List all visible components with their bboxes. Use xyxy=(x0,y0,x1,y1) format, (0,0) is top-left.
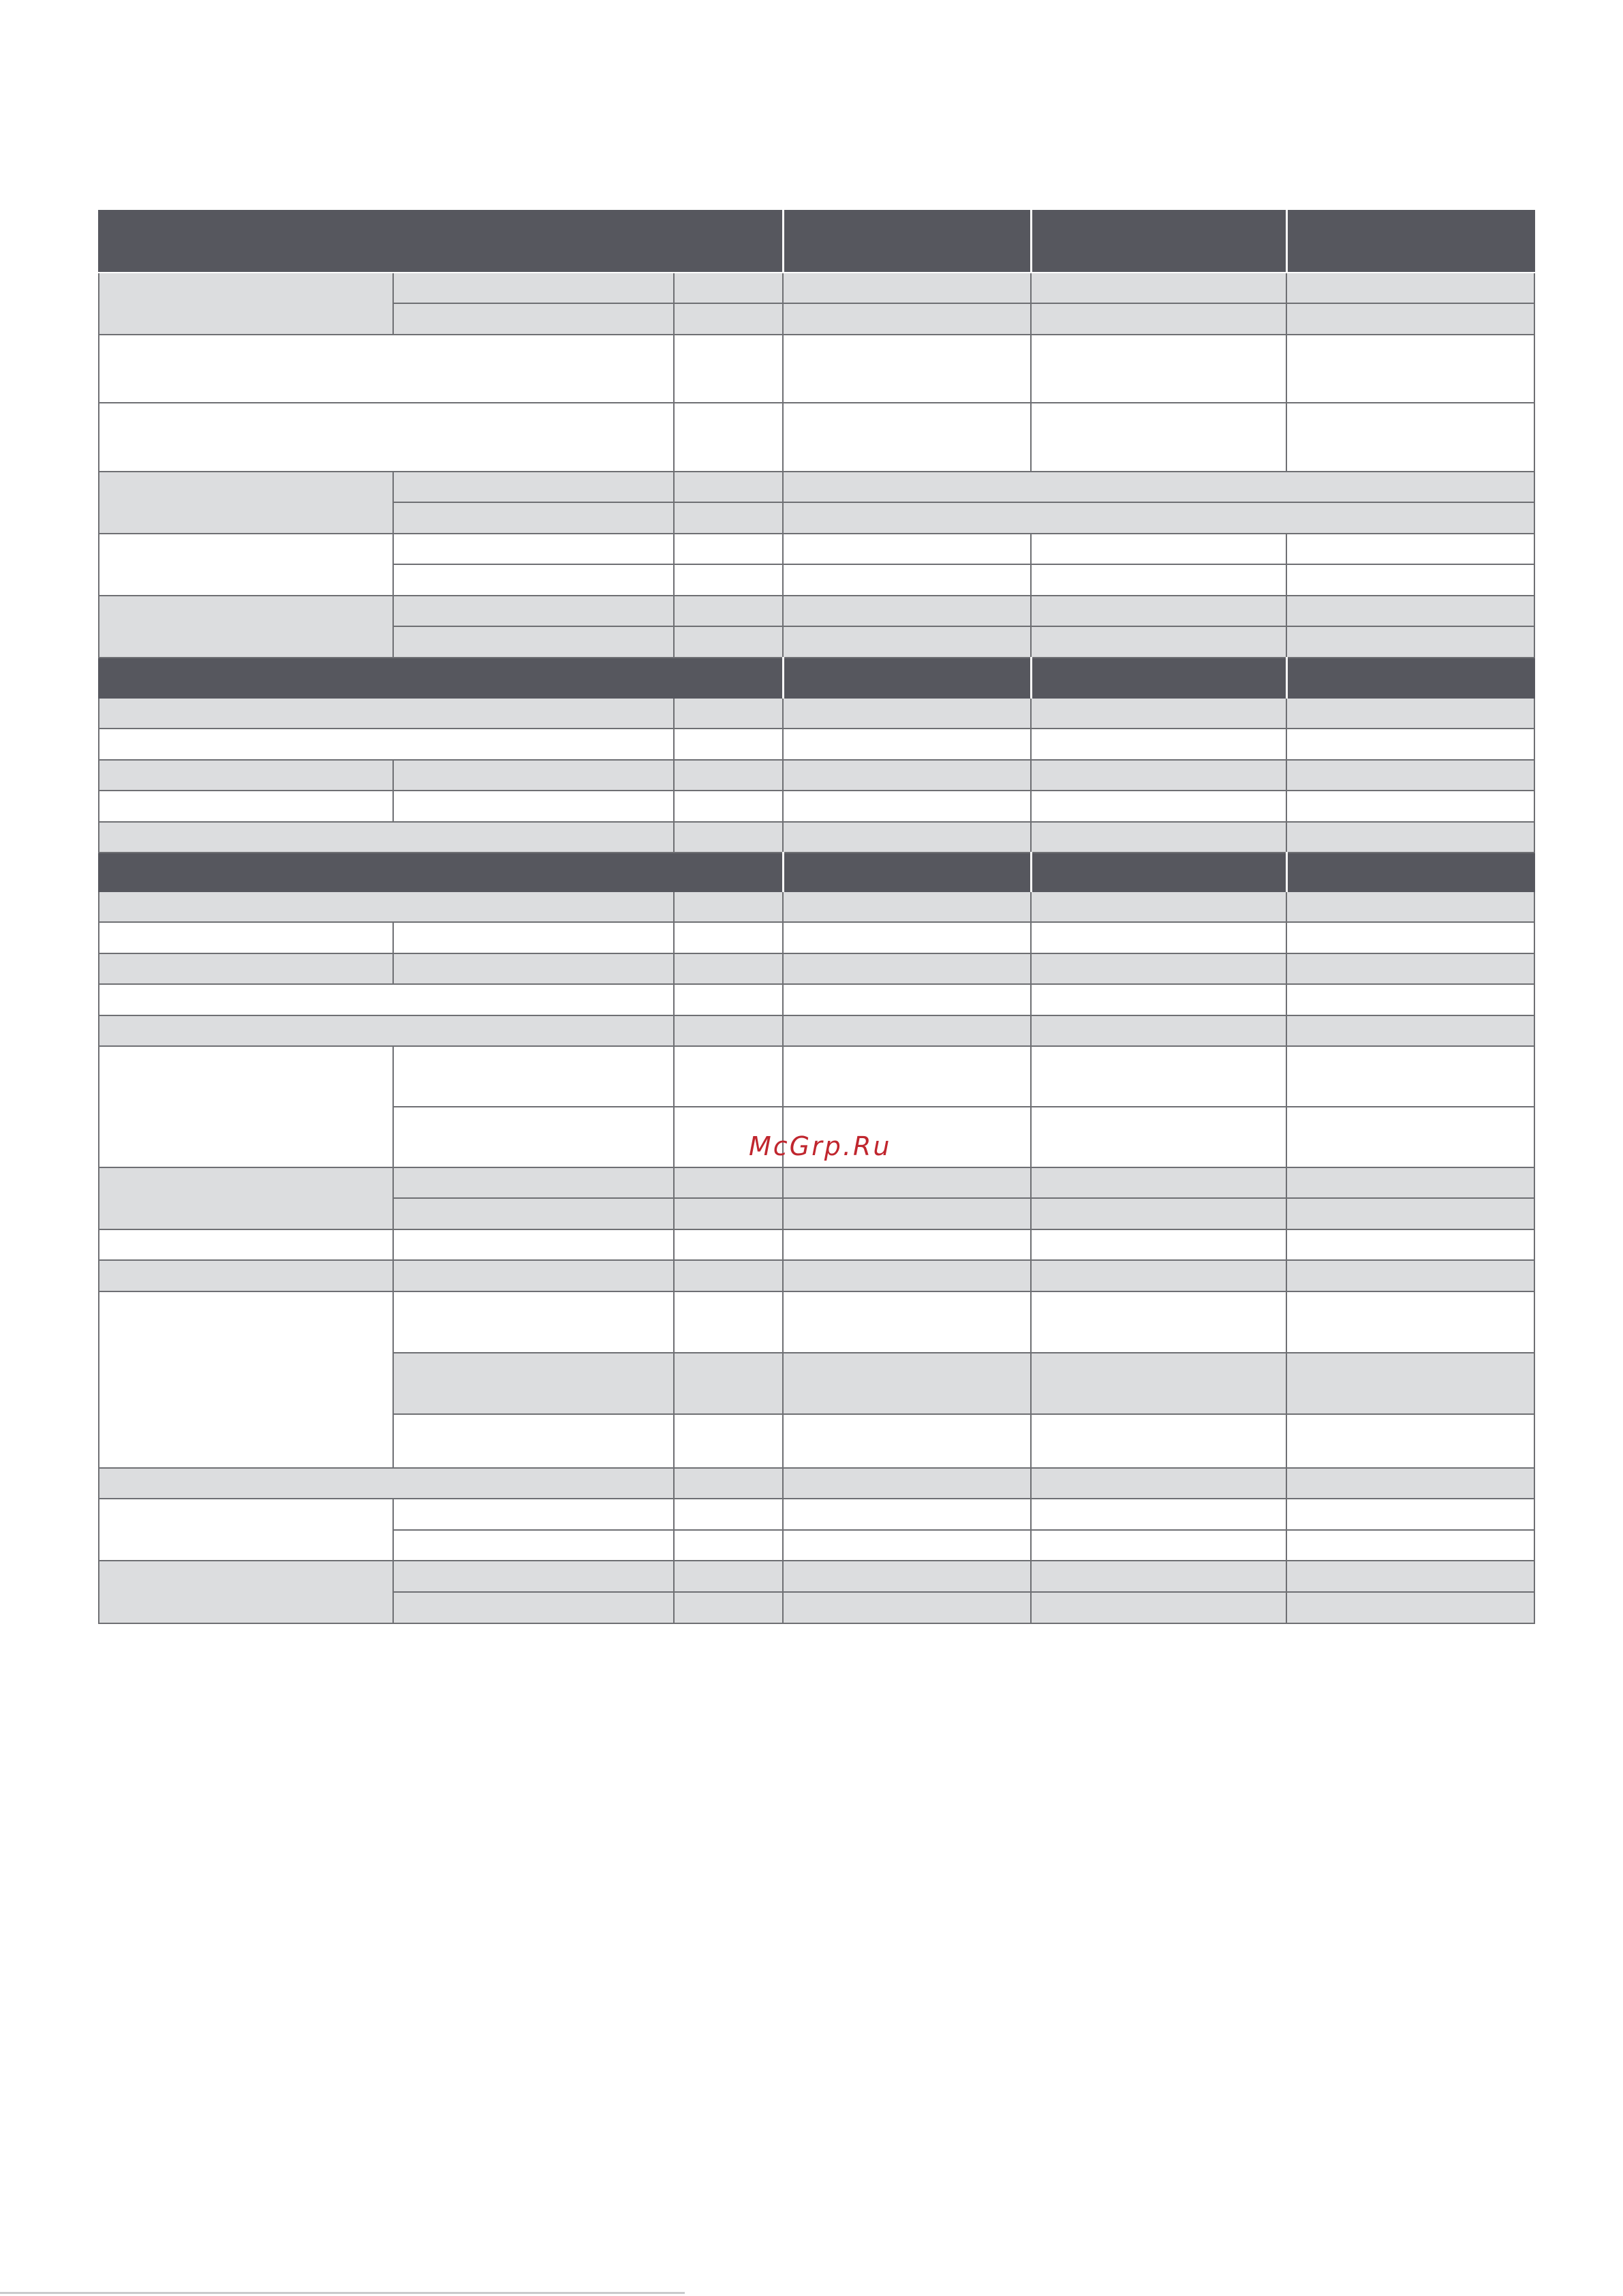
table-cell xyxy=(393,1229,674,1260)
table-cell xyxy=(674,273,783,303)
table-row xyxy=(99,1291,1534,1353)
row-label-cell xyxy=(99,1468,674,1499)
table-cell xyxy=(393,564,674,596)
table-cell xyxy=(783,403,1031,472)
table-cell xyxy=(1031,626,1286,658)
row-label-cell xyxy=(99,472,393,534)
table-row xyxy=(99,403,1534,472)
table-cell xyxy=(783,822,1031,853)
table-cell xyxy=(1286,1015,1534,1046)
table-cell xyxy=(1286,564,1534,596)
table-cell xyxy=(1031,791,1286,822)
table-cell xyxy=(674,953,783,984)
table-cell xyxy=(783,1260,1031,1291)
table-cell xyxy=(393,273,674,303)
table-cell xyxy=(783,1414,1031,1468)
table-cell xyxy=(1031,1592,1286,1623)
table-cell xyxy=(1286,534,1534,564)
table-cell xyxy=(783,1291,1031,1353)
table-cell xyxy=(674,335,783,403)
table-cell xyxy=(674,1291,783,1353)
table-cell xyxy=(783,564,1031,596)
table-cell xyxy=(1286,596,1534,626)
table-cell xyxy=(1286,1530,1534,1561)
table-cell xyxy=(783,1046,1031,1107)
table-cell xyxy=(674,822,783,853)
merged-value-cell xyxy=(783,502,1534,534)
table-cell xyxy=(674,626,783,658)
row-label-cell xyxy=(99,822,674,853)
table-cell xyxy=(1286,1414,1534,1468)
table-cell xyxy=(1286,791,1534,822)
table-cell xyxy=(783,891,1031,922)
table-cell xyxy=(1031,1107,1286,1167)
table-cell xyxy=(393,472,674,502)
table-cell xyxy=(783,596,1031,626)
row-label-cell xyxy=(99,922,393,953)
table-row xyxy=(99,1046,1534,1107)
table-cell xyxy=(783,1561,1031,1592)
table-cell xyxy=(393,1499,674,1530)
table-cell xyxy=(1286,760,1534,791)
table-cell xyxy=(1031,1260,1286,1291)
table-cell xyxy=(674,891,783,922)
table-cell xyxy=(1031,596,1286,626)
table-cell xyxy=(1286,698,1534,729)
table-cell xyxy=(393,791,674,822)
table-cell xyxy=(1286,922,1534,953)
table-cell xyxy=(393,1353,674,1414)
header-cell xyxy=(783,211,1031,273)
table-row xyxy=(99,1167,1534,1198)
table-cell xyxy=(1031,1198,1286,1229)
table-cell xyxy=(783,1499,1031,1530)
table-cell xyxy=(783,335,1031,403)
merged-value-cell xyxy=(783,472,1534,502)
header-cell xyxy=(1031,853,1286,891)
header-cell xyxy=(783,853,1031,891)
table-row xyxy=(99,984,1534,1015)
row-label-cell xyxy=(99,791,393,822)
table-cell xyxy=(1031,891,1286,922)
section-header-3 xyxy=(99,853,1534,891)
table-row xyxy=(99,1229,1534,1260)
header-cell xyxy=(1286,211,1534,273)
table-cell xyxy=(393,1592,674,1623)
header-cell xyxy=(99,658,783,698)
table-cell xyxy=(393,922,674,953)
table-cell xyxy=(1031,760,1286,791)
table-cell xyxy=(783,1353,1031,1414)
table-cell xyxy=(1031,729,1286,760)
table-cell xyxy=(783,953,1031,984)
table-row xyxy=(99,273,1534,303)
table-cell xyxy=(1286,1229,1534,1260)
section-header-1 xyxy=(99,211,1534,273)
table-cell xyxy=(393,953,674,984)
table-cell xyxy=(393,596,674,626)
table-cell xyxy=(1286,1198,1534,1229)
table-cell xyxy=(783,1198,1031,1229)
row-label-cell xyxy=(99,335,674,403)
table-cell xyxy=(393,303,674,335)
row-label-cell xyxy=(99,1260,393,1291)
table-cell xyxy=(1286,1046,1534,1107)
table-cell xyxy=(783,698,1031,729)
table-cell xyxy=(1286,1291,1534,1353)
table-cell xyxy=(1031,1229,1286,1260)
table-row xyxy=(99,335,1534,403)
table-cell xyxy=(393,1530,674,1561)
table-cell xyxy=(393,1260,674,1291)
table-cell xyxy=(1286,1353,1534,1414)
table-cell xyxy=(1031,335,1286,403)
table-cell xyxy=(1286,273,1534,303)
row-label-cell xyxy=(99,760,393,791)
table-cell xyxy=(674,1260,783,1291)
footer-rule xyxy=(0,2292,685,2294)
table-cell xyxy=(674,534,783,564)
table-cell xyxy=(1031,922,1286,953)
table-cell xyxy=(783,626,1031,658)
table-row xyxy=(99,1561,1534,1592)
row-label-cell xyxy=(99,1046,393,1167)
table-cell xyxy=(1286,984,1534,1015)
table-cell xyxy=(1031,273,1286,303)
table-cell xyxy=(674,1468,783,1499)
row-label-cell xyxy=(99,698,674,729)
table-cell xyxy=(1031,1046,1286,1107)
row-label-cell xyxy=(99,273,393,335)
row-label-cell xyxy=(99,1499,393,1561)
table-cell xyxy=(1286,1260,1534,1291)
table-row xyxy=(99,891,1534,922)
table-cell xyxy=(783,1468,1031,1499)
table-cell xyxy=(1031,403,1286,472)
table-cell xyxy=(1286,1499,1534,1530)
table-cell xyxy=(393,1291,674,1353)
table-cell xyxy=(1286,626,1534,658)
table-cell xyxy=(674,1530,783,1561)
header-cell xyxy=(99,853,783,891)
table-cell xyxy=(674,1592,783,1623)
table-cell xyxy=(783,729,1031,760)
header-cell xyxy=(1031,658,1286,698)
row-label-cell xyxy=(99,596,393,658)
table-cell xyxy=(1286,1592,1534,1623)
table-cell xyxy=(674,1046,783,1107)
table-cell xyxy=(674,729,783,760)
table-cell xyxy=(674,1167,783,1198)
table-cell xyxy=(674,1353,783,1414)
table-cell xyxy=(674,303,783,335)
header-cell xyxy=(99,211,783,273)
table-cell xyxy=(783,1167,1031,1198)
table-cell xyxy=(783,791,1031,822)
table-cell xyxy=(1031,1530,1286,1561)
table-cell xyxy=(1286,1561,1534,1592)
table-cell xyxy=(783,922,1031,953)
table-cell xyxy=(783,760,1031,791)
spec-table xyxy=(98,210,1535,1624)
table-row xyxy=(99,822,1534,853)
table-row xyxy=(99,1468,1534,1499)
table-cell xyxy=(674,502,783,534)
table-cell xyxy=(1286,1468,1534,1499)
table-cell xyxy=(674,791,783,822)
table-row xyxy=(99,698,1534,729)
table-cell xyxy=(1286,822,1534,853)
table-cell xyxy=(783,1229,1031,1260)
table-row xyxy=(99,791,1534,822)
table-cell xyxy=(1031,984,1286,1015)
watermark: McGrp.Ru xyxy=(749,1131,892,1161)
table-cell xyxy=(1286,1167,1534,1198)
table-row xyxy=(99,760,1534,791)
row-label-cell xyxy=(99,1229,393,1260)
table-cell xyxy=(783,1530,1031,1561)
header-cell xyxy=(1286,853,1534,891)
table-cell xyxy=(1031,1167,1286,1198)
table-cell xyxy=(1286,335,1534,403)
table-cell xyxy=(393,1561,674,1592)
row-label-cell xyxy=(99,1561,393,1623)
table-cell xyxy=(1031,564,1286,596)
table-cell xyxy=(1031,1291,1286,1353)
table-cell xyxy=(1031,1414,1286,1468)
table-cell xyxy=(783,534,1031,564)
table-row xyxy=(99,1499,1534,1530)
table-cell xyxy=(1286,891,1534,922)
table-cell xyxy=(393,760,674,791)
table-cell xyxy=(1286,729,1534,760)
table-cell xyxy=(674,984,783,1015)
table-cell xyxy=(1031,1561,1286,1592)
header-cell xyxy=(783,658,1031,698)
table-cell xyxy=(674,403,783,472)
table-cell xyxy=(674,1414,783,1468)
row-label-cell xyxy=(99,534,393,596)
section-header-2 xyxy=(99,658,1534,698)
row-label-cell xyxy=(99,953,393,984)
table-cell xyxy=(393,1414,674,1468)
table-row xyxy=(99,1260,1534,1291)
table-cell xyxy=(674,760,783,791)
table-row xyxy=(99,922,1534,953)
table-cell xyxy=(393,1107,674,1167)
header-cell xyxy=(1286,658,1534,698)
table-cell xyxy=(783,984,1031,1015)
table-cell xyxy=(393,534,674,564)
table-cell xyxy=(1031,303,1286,335)
table-cell xyxy=(674,596,783,626)
row-label-cell xyxy=(99,1167,393,1229)
table-cell xyxy=(1286,953,1534,984)
table-cell xyxy=(674,1499,783,1530)
table-row xyxy=(99,472,1534,502)
table-row xyxy=(99,534,1534,564)
table-cell xyxy=(1031,1499,1286,1530)
table-cell xyxy=(1031,822,1286,853)
table-row xyxy=(99,1015,1534,1046)
table-cell xyxy=(1031,1015,1286,1046)
table-cell xyxy=(393,1167,674,1198)
header-cell xyxy=(1031,211,1286,273)
row-label-cell xyxy=(99,1291,393,1468)
table-cell xyxy=(1286,1107,1534,1167)
table-cell xyxy=(783,1592,1031,1623)
table-cell xyxy=(674,1229,783,1260)
table-cell xyxy=(1286,303,1534,335)
table-cell xyxy=(1031,534,1286,564)
table-cell xyxy=(1031,698,1286,729)
table-cell xyxy=(1031,1353,1286,1414)
table-cell xyxy=(1286,403,1534,472)
table-cell xyxy=(674,922,783,953)
table-cell xyxy=(674,472,783,502)
table-row xyxy=(99,596,1534,626)
table-cell xyxy=(674,1561,783,1592)
row-label-cell xyxy=(99,729,674,760)
table-cell xyxy=(674,1015,783,1046)
row-label-cell xyxy=(99,984,674,1015)
row-label-cell xyxy=(99,891,674,922)
table-row xyxy=(99,729,1534,760)
table-cell xyxy=(674,698,783,729)
table-cell xyxy=(393,626,674,658)
table-cell xyxy=(393,502,674,534)
table-cell xyxy=(783,1015,1031,1046)
table-cell xyxy=(1031,1468,1286,1499)
table-cell xyxy=(783,303,1031,335)
table-cell xyxy=(393,1198,674,1229)
table-row xyxy=(99,953,1534,984)
table-cell xyxy=(783,273,1031,303)
table-cell xyxy=(674,564,783,596)
table-cell xyxy=(1031,953,1286,984)
row-label-cell xyxy=(99,1015,674,1046)
table-cell xyxy=(674,1198,783,1229)
table-cell xyxy=(393,1046,674,1107)
row-label-cell xyxy=(99,403,674,472)
